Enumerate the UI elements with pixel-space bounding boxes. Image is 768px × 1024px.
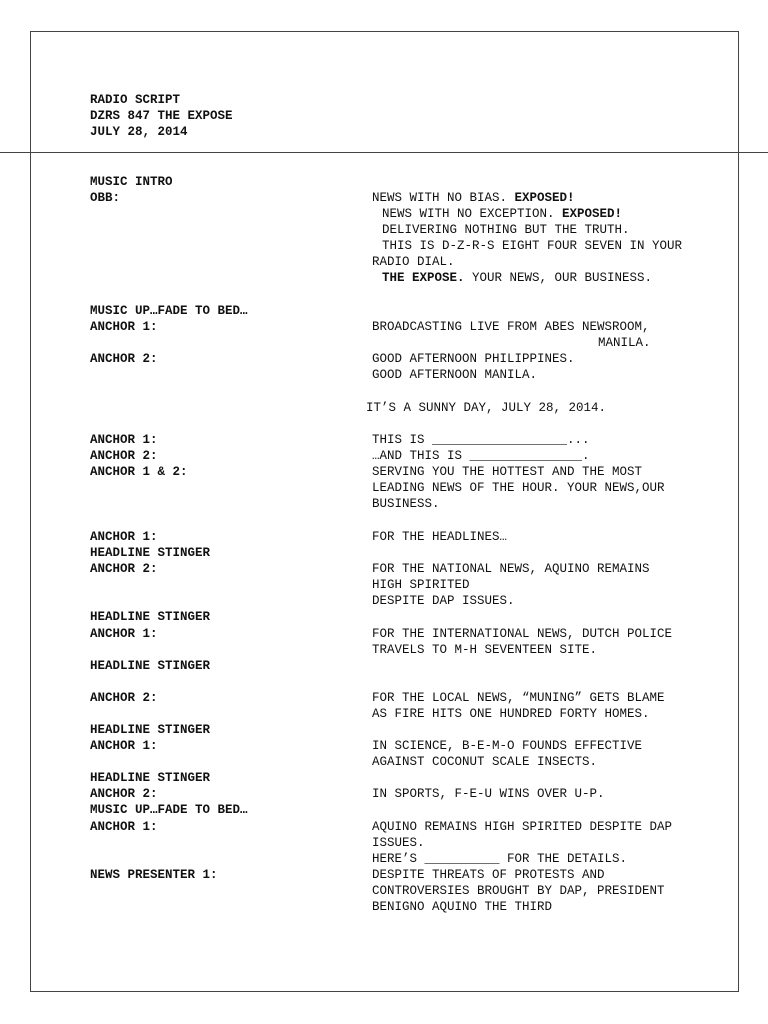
cue-anchor-1: ANCHOR 1: — [90, 820, 158, 834]
script-line: GOOD AFTERNOON MANILA. — [372, 368, 538, 382]
script-line: GOOD AFTERNOON PHILIPPINES. — [372, 352, 575, 366]
script-line: FOR THE LOCAL NEWS, “MUNING” GETS BLAME — [372, 691, 665, 705]
script-line: THE EXPOSE. YOUR NEWS, OUR BUSINESS. — [382, 271, 653, 285]
cue-news-presenter-1: NEWS PRESENTER 1: — [90, 868, 218, 882]
script-line: THIS IS D-Z-R-S EIGHT FOUR SEVEN IN YOUR — [382, 239, 683, 253]
script-line: FOR THE NATIONAL NEWS, AQUINO REMAINS — [372, 562, 650, 576]
script-line: AQUINO REMAINS HIGH SPIRITED DESPITE DAP — [372, 820, 673, 834]
script-line: LEADING NEWS OF THE HOUR. YOUR NEWS,OUR — [372, 481, 665, 495]
script-line: HIGH SPIRITED — [372, 578, 470, 592]
cue-anchor-2: ANCHOR 2: — [90, 449, 158, 463]
script-line: FOR THE INTERNATIONAL NEWS, DUTCH POLICE — [372, 627, 673, 641]
script-line: AGAINST COCONUT SCALE INSECTS. — [372, 755, 598, 769]
script-line: NEWS WITH NO EXCEPTION. EXPOSED! — [382, 207, 623, 221]
header-title: RADIO SCRIPT — [90, 93, 181, 107]
header-divider — [0, 152, 768, 153]
script-line: BENIGNO AQUINO THE THIRD — [372, 900, 553, 914]
cue-headline-stinger: HEADLINE STINGER — [90, 659, 211, 673]
script-line: ISSUES. — [372, 836, 425, 850]
script-line: MANILA. — [598, 336, 651, 350]
script-header — [90, 92, 233, 140]
script-line: SERVING YOU THE HOTTEST AND THE MOST — [372, 465, 643, 479]
script-line: DESPITE THREATS OF PROTESTS AND — [372, 868, 605, 882]
script-line: …AND THIS IS _______________. — [372, 449, 590, 463]
cue-anchor-2: ANCHOR 2: — [90, 787, 158, 801]
cue-anchor-1: ANCHOR 1: — [90, 433, 158, 447]
cue-anchor-1: ANCHOR 1: — [90, 530, 158, 544]
cue-headline-stinger: HEADLINE STINGER — [90, 610, 211, 624]
script-line: BROADCASTING LIVE FROM ABES NEWSROOM, — [372, 320, 650, 334]
cue-anchor-2: ANCHOR 2: — [90, 352, 158, 366]
script-line: NEWS WITH NO BIAS. EXPOSED! — [372, 191, 575, 205]
cue-anchor-1: ANCHOR 1: — [90, 320, 158, 334]
script-line: BUSINESS. — [372, 497, 440, 511]
script-line: DESPITE DAP ISSUES. — [372, 594, 515, 608]
cue-headline-stinger: HEADLINE STINGER — [90, 771, 211, 785]
script-line: CONTROVERSIES BROUGHT BY DAP, PRESIDENT — [372, 884, 665, 898]
script-line: FOR THE HEADLINES… — [372, 530, 508, 544]
cue-music-up: MUSIC UP…FADE TO BED… — [90, 304, 248, 318]
script-line: HERE’S __________ FOR THE DETAILS. — [372, 852, 628, 866]
cue-obb: OBB: — [90, 191, 121, 205]
cue-music-up: MUSIC UP…FADE TO BED… — [90, 803, 248, 817]
cue-anchor-1: ANCHOR 1: — [90, 627, 158, 641]
script-line: AS FIRE HITS ONE HUNDRED FORTY HOMES. — [372, 707, 650, 721]
cue-anchor-1: ANCHOR 1: — [90, 739, 158, 753]
cue-headline-stinger: HEADLINE STINGER — [90, 723, 211, 737]
header-station: DZRS 847 THE EXPOSE — [90, 109, 233, 123]
script-line: IT’S A SUNNY DAY, JULY 28, 2014. — [366, 401, 607, 415]
script-line: RADIO DIAL. — [372, 255, 455, 269]
script-line: TRAVELS TO M-H SEVENTEEN SITE. — [372, 643, 598, 657]
cue-anchor-2: ANCHOR 2: — [90, 562, 158, 576]
script-line: IN SCIENCE, B-E-M-O FOUNDS EFFECTIVE — [372, 739, 643, 753]
script-line: THIS IS __________________... — [372, 433, 590, 447]
header-date: JULY 28, 2014 — [90, 125, 188, 139]
cue-music-intro: MUSIC INTRO — [90, 175, 173, 189]
script-line: IN SPORTS, F-E-U WINS OVER U-P. — [372, 787, 605, 801]
cue-anchor-2: ANCHOR 2: — [90, 691, 158, 705]
script-line: DELIVERING NOTHING BUT THE TRUTH. — [382, 223, 630, 237]
cue-headline-stinger: HEADLINE STINGER — [90, 546, 211, 560]
cue-anchor-1-2: ANCHOR 1 & 2: — [90, 465, 188, 479]
